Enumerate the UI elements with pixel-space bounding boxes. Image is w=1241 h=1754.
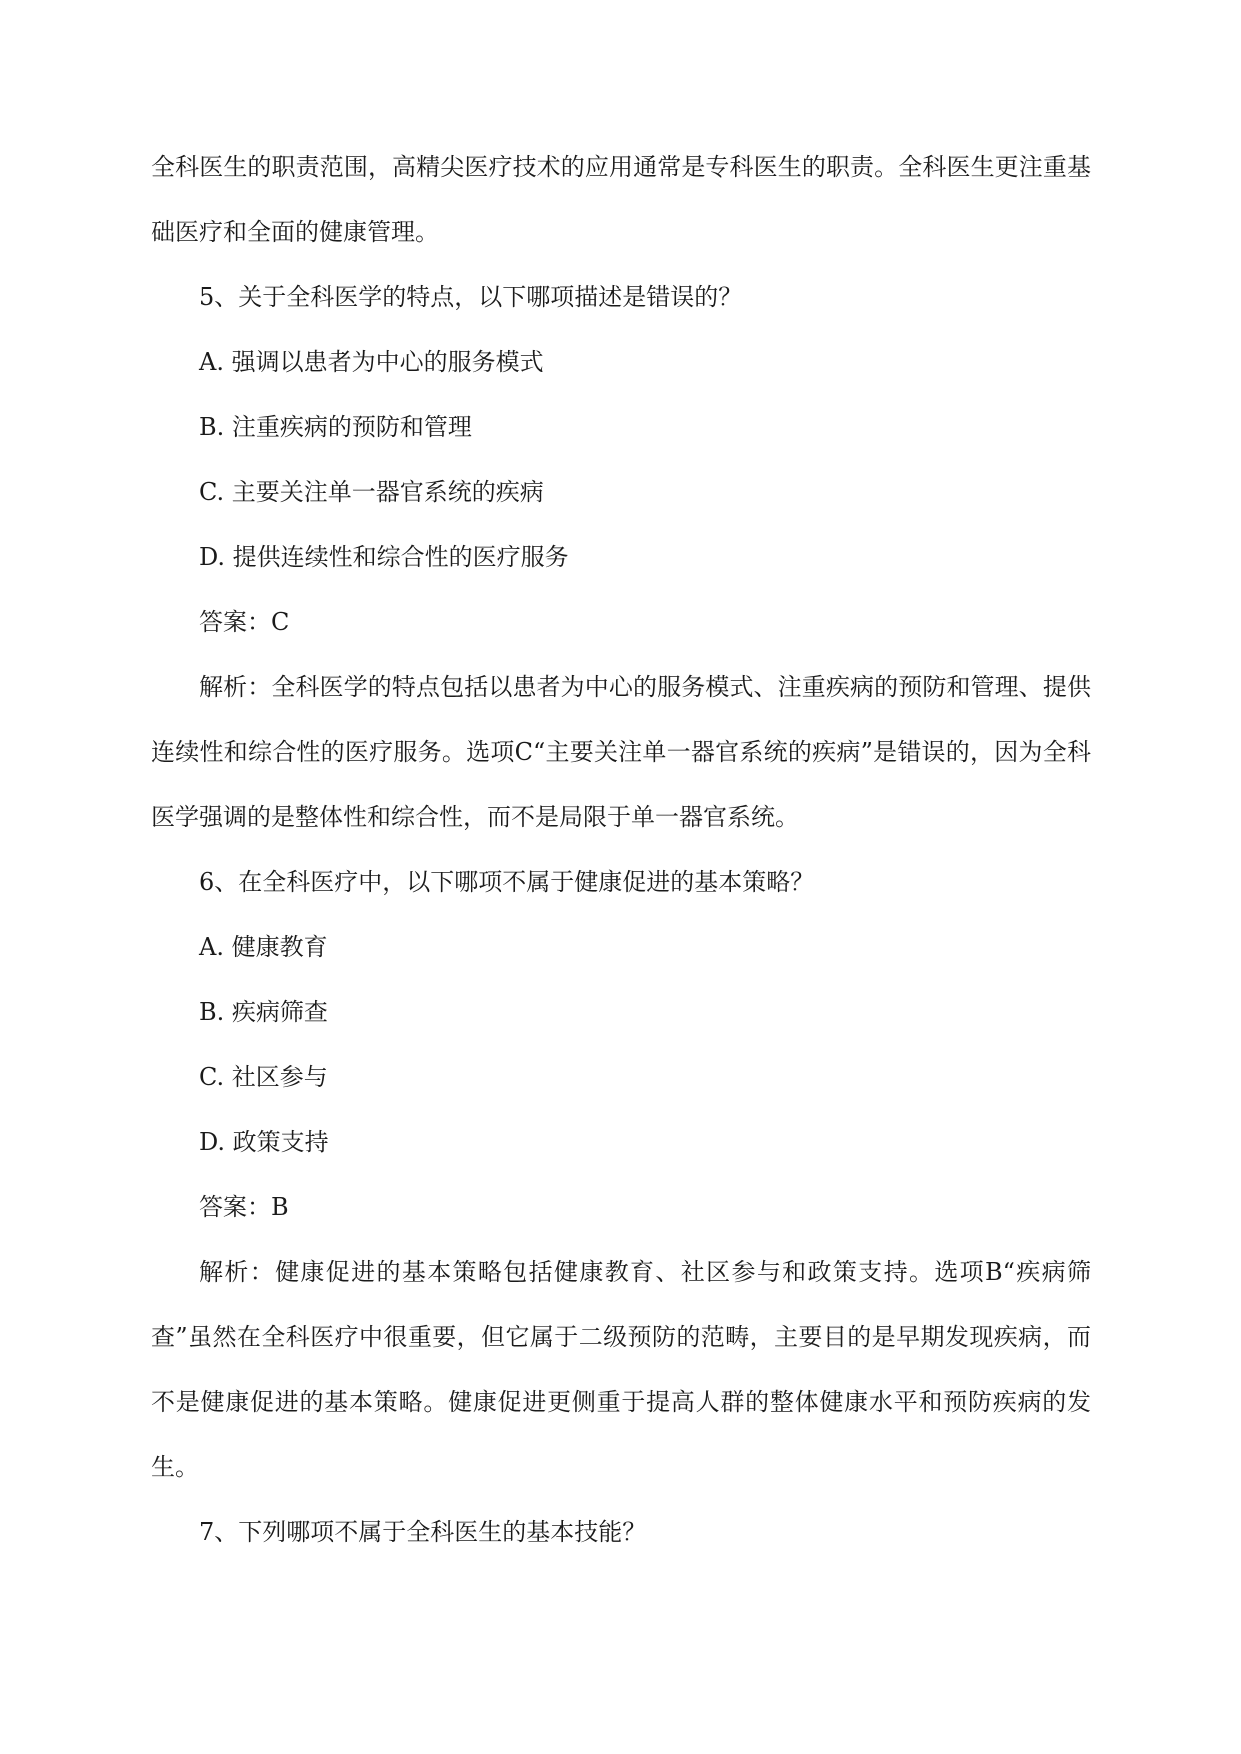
question-6-option-c: C. 社区参与: [199, 1063, 328, 1091]
question-5-option-a: A. 强调以患者为中心的服务模式: [199, 348, 544, 376]
question-6-option-b: B. 疾病筛查: [199, 998, 328, 1026]
paragraph-continuation: 全科医生的职责范围，高精尖医疗技术的应用通常是专科医生的职责。全科医生更注重基础医疗和全面的健康管理。: [151, 153, 1091, 246]
question-6-answer: 答案：B: [199, 1193, 289, 1221]
question-5-answer: 答案：C: [199, 608, 290, 636]
question-5: 5、关于全科医学的特点，以下哪项描述是错误的？: [199, 283, 743, 311]
question-5-option-d: D. 提供连续性和综合性的医疗服务: [199, 543, 569, 571]
question-5-option-c: C. 主要关注单一器官系统的疾病: [199, 478, 544, 506]
question-7: 7、下列哪项不属于全科医生的基本技能？: [199, 1518, 647, 1546]
question-6-option-d: D. 政策支持: [199, 1128, 329, 1156]
document-body: [151, 135, 1091, 1565]
question-6-option-a: A. 健康教育: [199, 933, 328, 961]
question-6: 6、在全科医疗中，以下哪项不属于健康促进的基本策略？: [199, 868, 815, 896]
question-5-explanation: 解析：全科医学的特点包括以患者为中心的服务模式、注重疾病的预防和管理、提供连续性和综合性的医疗服务。选项C“主要关注单一器官系统的疾病”是错误的，因为全科医学强调的是整体性和综合性，而不是局限于单一器官系统。: [151, 673, 1091, 831]
question-6-explanation: 解析：健康促进的基本策略包括健康教育、社区参与和政策支持。选项B“疾病筛查”虽然在全科医疗中很重要，但它属于二级预防的范畴，主要目的是早期发现疾病，而不是健康促进的基本策略。健康促进更侧重于提高人群的整体健康水平和预防疾病的发生。: [151, 1258, 1091, 1481]
question-5-option-b: B. 注重疾病的预防和管理: [199, 413, 472, 441]
